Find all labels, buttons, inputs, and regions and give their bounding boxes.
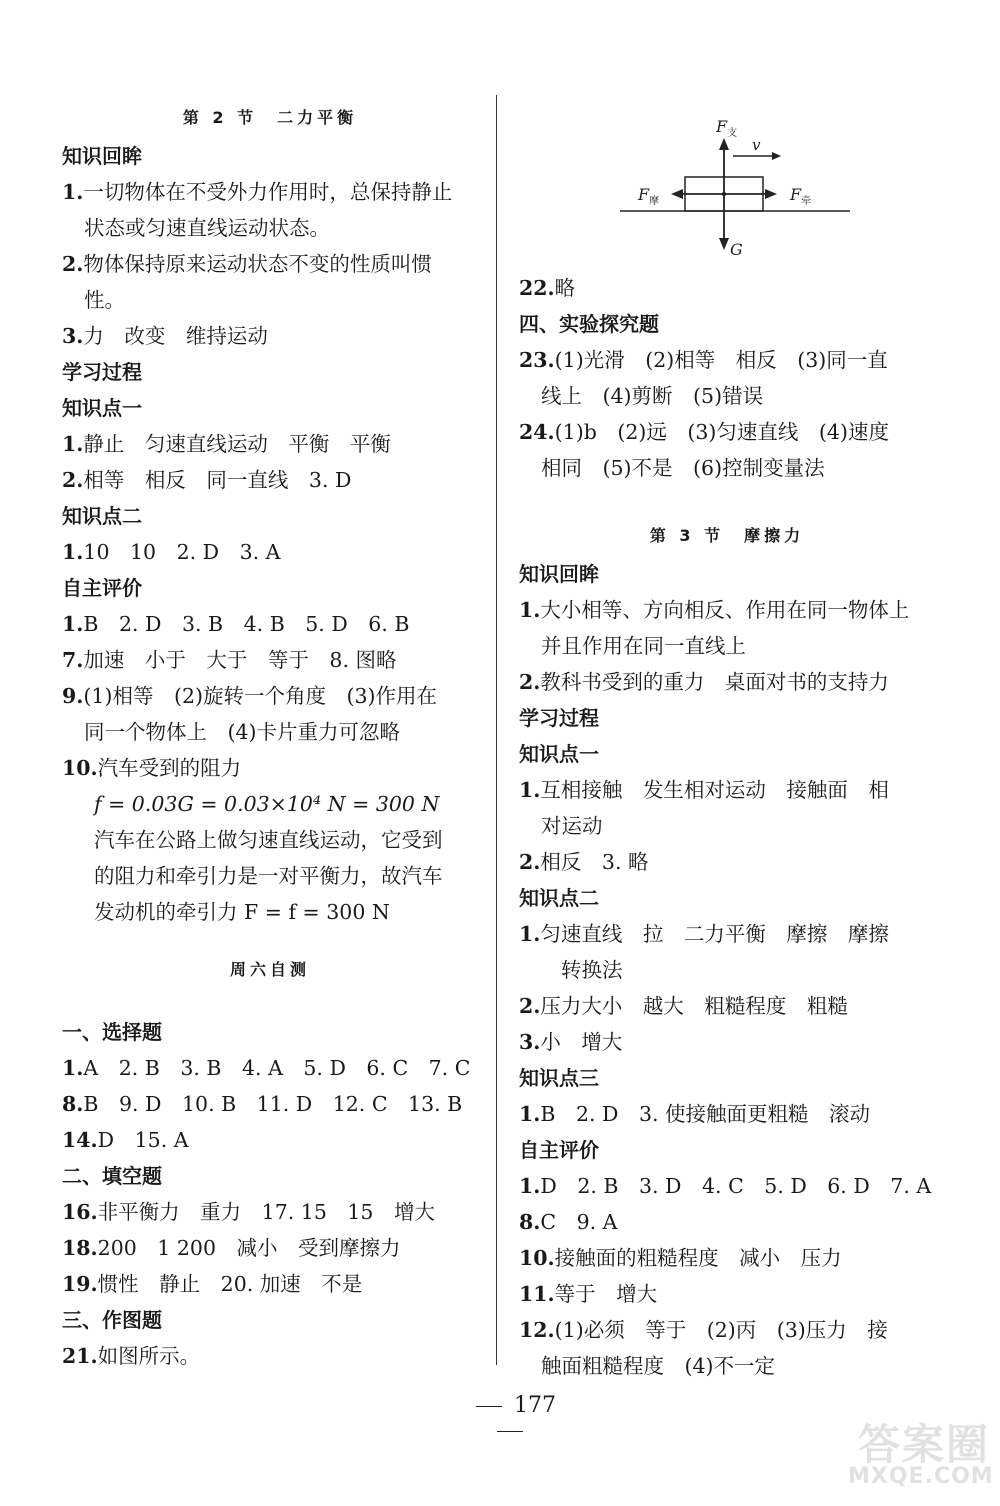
answer-continuation: 的阻力和牵引力是一对平衡力，故汽车: [94, 864, 443, 888]
item-number: 10.: [62, 756, 98, 780]
answer-text: B 2. D 3. 使接触面更粗糙 滚动: [540, 1102, 871, 1126]
item-number: 24.: [519, 420, 555, 444]
answer-line: [62, 1058, 470, 1079]
item-number: 2.: [519, 850, 541, 874]
answer-text: 200 1 200 减小 受到摩擦力: [97, 1236, 401, 1260]
answer-line: [519, 924, 889, 945]
answer-text: A 2. B 3. B 4. A 5. D 6. C 7. C: [83, 1056, 471, 1080]
answer-line: [519, 1104, 870, 1125]
answer-line: [62, 254, 432, 275]
answer-line: [62, 614, 409, 635]
answer-text: 略: [554, 276, 576, 300]
answer-line: [519, 1248, 842, 1269]
label-support-force: $F_支$: [716, 117, 738, 139]
support-arrowhead: [719, 138, 729, 150]
answer-continuation: 同一个物体上 (4)卡片重力可忽略: [84, 720, 401, 744]
item-number: 11.: [519, 1282, 555, 1306]
answer-text: 物体保持原来运动状态不变的性质叫惯: [83, 252, 432, 276]
item-number: 19.: [62, 1272, 98, 1296]
item-number: 2.: [519, 994, 541, 1018]
answer-line: [519, 996, 848, 1017]
section-heading: 自主评价: [62, 576, 142, 600]
item-number: 2.: [62, 468, 84, 492]
item-number: 16.: [62, 1200, 98, 1224]
section-heading: 二、填空题: [62, 1164, 162, 1188]
watermark-line2: MXQE.COM: [848, 1464, 994, 1489]
item-number: 1.: [62, 432, 84, 456]
item-number: 9.: [62, 684, 84, 708]
item-number: 1.: [62, 180, 84, 204]
label-gravity: G: [730, 240, 743, 259]
answer-text: (1)相等 (2)旋转一个角度 (3)作用在: [83, 684, 438, 708]
answer-continuation: 线上 (4)剪断 (5)错误: [541, 384, 764, 408]
answer-text: D 15. A: [97, 1128, 189, 1152]
answer-line: [62, 434, 391, 455]
item-number: 1.: [519, 1174, 541, 1198]
answer-line: [62, 1346, 200, 1367]
answer-text: 教科书受到的重力 桌面对书的支持力: [540, 670, 889, 694]
answer-text: 10 10 2. D 3. A: [83, 540, 281, 564]
item-number: 1.: [519, 1102, 541, 1126]
answer-line: [62, 650, 396, 671]
item-number: 3.: [62, 324, 84, 348]
traction-arrowhead: [765, 189, 777, 199]
answer-line: [519, 1212, 617, 1233]
section-title: 第 2 节 二力平衡: [182, 108, 358, 127]
section-title: 第 3 节 摩擦力: [649, 526, 805, 545]
answer-line: [519, 672, 889, 693]
answer-line: [62, 470, 351, 491]
answer-continuation: f = 0.03G = 0.03×10⁴ N = 300 N: [94, 792, 440, 816]
item-number: 10.: [519, 1246, 555, 1270]
page-number-text: 177: [514, 1393, 556, 1418]
answer-text: 压力大小 越大 粗糙程度 粗糙: [540, 994, 848, 1018]
answer-line: [519, 600, 909, 621]
answer-text: 静止 匀速直线运动 平衡 平衡: [83, 432, 391, 456]
answer-continuation: 并且作用在同一直线上: [541, 634, 746, 658]
answer-text: B 2. D 3. B 4. B 5. D 6. B: [83, 612, 410, 636]
item-number: 18.: [62, 1236, 98, 1260]
section-heading: 知识点二: [519, 886, 599, 910]
answer-line: [519, 1176, 931, 1197]
section-heading: 知识回眸: [519, 562, 599, 586]
section-heading: 学习过程: [62, 360, 142, 384]
answer-line: [62, 1094, 462, 1115]
answer-line: [519, 1284, 657, 1305]
section-heading: 知识点一: [519, 742, 599, 766]
answer-text: 加速 小于 大于 等于 8. 图略: [83, 648, 397, 672]
item-number: 1.: [519, 778, 541, 802]
answer-line: [62, 1130, 189, 1151]
answer-continuation: 汽车在公路上做匀速直线运动，它受到: [94, 828, 443, 852]
section-heading: 知识点一: [62, 396, 142, 420]
section-heading: 知识点三: [519, 1066, 599, 1090]
item-number: 22.: [519, 276, 555, 300]
answer-text: 一切物体在不受外力作用时，总保持静止: [83, 180, 453, 204]
answer-text: (1)必须 等于 (2)丙 (3)压力 接: [554, 1318, 888, 1342]
answer-line: [62, 542, 280, 563]
item-number: 2.: [62, 252, 84, 276]
answer-text: 相等 相反 同一直线 3. D: [83, 468, 352, 492]
section-heading: 知识点二: [62, 504, 142, 528]
answer-text: 相反 3. 略: [540, 850, 649, 874]
answer-line: [62, 1274, 362, 1295]
answer-line: [519, 780, 889, 801]
item-number: 12.: [519, 1318, 555, 1342]
answer-text: B 9. D 10. B 11. D 12. C 13. B: [83, 1092, 463, 1116]
item-number: 2.: [519, 670, 541, 694]
item-number: 1.: [62, 540, 84, 564]
page-dash-right: [497, 1431, 523, 1432]
column-divider: [496, 95, 497, 1365]
page-dash-left: [476, 1406, 502, 1407]
velocity-arrowhead: [772, 152, 781, 160]
page-number: [450, 1393, 570, 1443]
label-traction: $F_牵$: [790, 185, 812, 207]
answer-text: 惯性 静止 20. 加速 不是: [97, 1272, 363, 1296]
item-number: 7.: [62, 648, 84, 672]
answer-text: 力 改变 维持运动: [83, 324, 268, 348]
item-number: 1.: [519, 598, 541, 622]
answer-line: [519, 350, 888, 371]
answer-line: [62, 1202, 435, 1223]
item-number: 8.: [62, 1092, 84, 1116]
label-friction: $F_摩$: [638, 185, 660, 207]
answer-line: [62, 1238, 401, 1259]
item-number: 1.: [519, 922, 541, 946]
answer-line: [62, 758, 241, 779]
answer-text: 等于 增大: [554, 1282, 658, 1306]
item-number: 23.: [519, 348, 555, 372]
answer-text: (1)b (2)远 (3)匀速直线 (4)速度: [554, 420, 889, 444]
answer-line: [519, 278, 575, 299]
answer-line: [62, 686, 437, 707]
answer-text: 汽车受到的阻力: [97, 756, 242, 780]
item-number: 21.: [62, 1344, 98, 1368]
watermark-line1: 答案圈: [858, 1420, 991, 1469]
force-diagram: [620, 110, 850, 275]
answer-line: [519, 1320, 888, 1341]
answer-text: (1)光滑 (2)相等 相反 (3)同一直: [554, 348, 888, 372]
item-number: 3.: [519, 1030, 541, 1054]
section-title: 周六自测: [229, 960, 310, 979]
answer-text: C 9. A: [540, 1210, 618, 1234]
section-heading: 自主评价: [519, 1138, 599, 1162]
section-heading: 一、选择题: [62, 1020, 162, 1044]
gravity-arrowhead: [719, 238, 729, 250]
answer-continuation: 转换法: [561, 958, 623, 982]
item-number: 1.: [62, 1056, 84, 1080]
answer-line: [519, 422, 889, 443]
section-heading: 四、实验探究题: [519, 312, 659, 336]
answer-text: 小 增大: [540, 1030, 623, 1054]
section-heading: 知识回眸: [62, 144, 142, 168]
answer-line: [519, 1032, 622, 1053]
item-number: 14.: [62, 1128, 98, 1152]
answer-continuation: 对运动: [541, 814, 603, 838]
answer-continuation: 相同 (5)不是 (6)控制变量法: [541, 456, 825, 480]
answer-text: 接触面的粗糙程度 减小 压力: [554, 1246, 842, 1270]
answer-text: 非平衡力 重力 17. 15 15 增大: [97, 1200, 435, 1224]
answer-continuation: 状态或匀速直线运动状态。: [84, 216, 330, 240]
answer-line: [62, 182, 452, 203]
item-number: 8.: [519, 1210, 541, 1234]
answer-continuation: 触面粗糙程度 (4)不一定: [541, 1354, 776, 1378]
friction-arrowhead: [671, 189, 683, 199]
answer-text: 匀速直线 拉 二力平衡 摩擦 摩擦: [540, 922, 889, 946]
answer-line: [519, 852, 648, 873]
answer-line: [62, 326, 268, 347]
watermark-logo: [840, 1406, 994, 1496]
label-velocity: v: [752, 136, 761, 154]
section-heading: 三、作图题: [62, 1308, 162, 1332]
answer-text: 如图所示。: [97, 1344, 201, 1368]
answer-text: D 2. B 3. D 4. C 5. D 6. D 7. A: [540, 1174, 932, 1198]
section-heading: 学习过程: [519, 706, 599, 730]
answer-continuation: 发动机的牵引力 F = f = 300 N: [94, 900, 390, 924]
answer-continuation: 性。: [84, 288, 125, 312]
item-number: 1.: [62, 612, 84, 636]
answer-text: 互相接触 发生相对运动 接触面 相: [540, 778, 889, 802]
answer-text: 大小相等、方向相反、作用在同一物体上: [540, 598, 910, 622]
